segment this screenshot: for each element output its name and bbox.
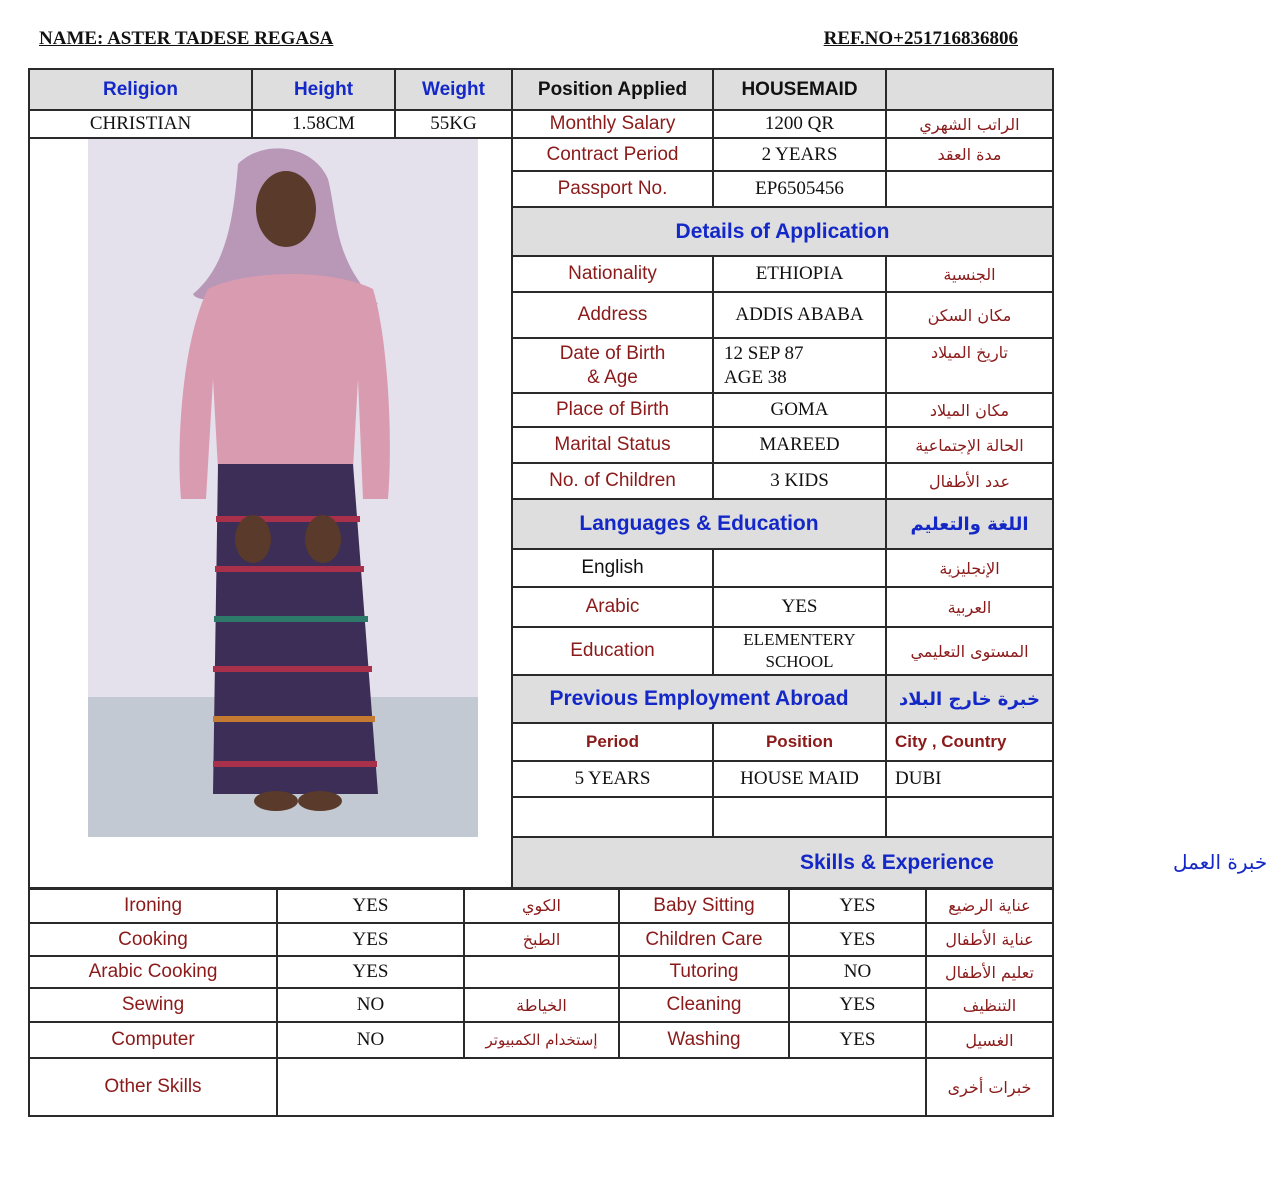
skill-childcare-label: Children Care: [619, 923, 789, 956]
contract-label: Contract Period: [512, 138, 713, 171]
skill-cooking-value: YES: [277, 923, 464, 956]
skill-washing-value: YES: [789, 1022, 926, 1058]
address-value: ADDIS ABABA: [713, 292, 886, 338]
skill-washing-label: Washing: [619, 1022, 789, 1058]
skills-title: Skills & Experience: [800, 851, 994, 874]
weight-value: 55KG: [395, 110, 512, 138]
position-applied-value: HOUSEMAID: [713, 69, 886, 110]
details-title: Details of Application: [512, 207, 1053, 256]
skill-ironing-value: YES: [277, 888, 464, 923]
employment-title-arabic: خبرة خارج البلاد: [886, 675, 1053, 723]
contract-value: 2 YEARS: [713, 138, 886, 171]
religion-label: Religion: [29, 69, 252, 110]
marital-arabic: الحالة الإجتماعية: [886, 427, 1053, 463]
skills-title-row: [512, 837, 1267, 889]
position-applied-label: Position Applied: [512, 69, 713, 110]
skills-table: [28, 887, 1054, 1117]
children-label: No. of Children: [512, 463, 713, 499]
skill-computer-value: NO: [277, 1022, 464, 1058]
employment-period-value: 5 YEARS: [512, 761, 713, 797]
dob-value: 12 SEP 87 AGE 38: [713, 338, 886, 393]
arabic-value: YES: [713, 587, 886, 627]
skill-ironing-arabic: الكوي: [464, 888, 619, 923]
marital-value: MAREED: [713, 427, 886, 463]
nationality-value: ETHIOPIA: [713, 256, 886, 292]
education-label: Education: [512, 627, 713, 675]
employment-title: Previous Employment Abroad: [512, 675, 886, 723]
children-arabic: عدد الأطفال: [886, 463, 1053, 499]
skill-sewing-label: Sewing: [29, 988, 277, 1022]
skill-ironing-label: Ironing: [29, 888, 277, 923]
skill-tutoring-label: Tutoring: [619, 956, 789, 988]
skill-cleaning-arabic: التنظيف: [926, 988, 1053, 1022]
religion-value: CHRISTIAN: [29, 110, 252, 138]
skill-computer-label: Computer: [29, 1022, 277, 1058]
skill-computer-arabic: إستخدام الكمبيوتر: [464, 1022, 619, 1058]
salary-value: 1200 QR: [713, 110, 886, 138]
height-value: 1.58CM: [252, 110, 395, 138]
employment-period-header: Period: [512, 723, 713, 761]
skill-babysitting-value: YES: [789, 888, 926, 923]
candidate-figure: [88, 139, 478, 837]
employment-city-blank: [886, 797, 1053, 837]
english-arabic: الإنجليزية: [886, 549, 1053, 587]
skill-cooking-arabic: الطبخ: [464, 923, 619, 956]
skill-childcare-arabic: عناية الأطفال: [926, 923, 1053, 956]
salary-label: Monthly Salary: [512, 110, 713, 138]
employment-period-blank: [512, 797, 713, 837]
salary-arabic: الراتب الشهري: [886, 110, 1053, 138]
languages-title: Languages & Education: [512, 499, 886, 549]
birthplace-value: GOMA: [713, 393, 886, 427]
skill-tutoring-arabic: تعليم الأطفال: [926, 956, 1053, 988]
marital-label: Marital Status: [512, 427, 713, 463]
dob-arabic: تاريخ الميلاد: [886, 338, 1053, 393]
employment-city-value: DUBI: [886, 761, 1053, 797]
passport-blank: [886, 171, 1053, 207]
employment-position-value: HOUSE MAID: [713, 761, 886, 797]
skill-babysitting-arabic: عناية الرضيع: [926, 888, 1053, 923]
skill-sewing-value: NO: [277, 988, 464, 1022]
birthplace-label: Place of Birth: [512, 393, 713, 427]
other-skills-label: Other Skills: [29, 1058, 277, 1116]
reference-number: REF.NO+251716836806: [823, 28, 1018, 49]
skill-cleaning-label: Cleaning: [619, 988, 789, 1022]
other-skills-value: [277, 1058, 926, 1116]
passport-value: EP6505456: [713, 171, 886, 207]
candidate-photo: [88, 139, 478, 837]
skills-title-arabic: خبرة العمل: [1173, 850, 1267, 874]
skill-arabiccooking-value: YES: [277, 956, 464, 988]
weight-label: Weight: [395, 69, 512, 110]
skill-childcare-value: YES: [789, 923, 926, 956]
skill-arabiccooking-arabic: [464, 956, 619, 988]
candidate-name: NAME: ASTER TADESE REGASA: [39, 28, 334, 49]
position-blank: [886, 69, 1053, 110]
address-label: Address: [512, 292, 713, 338]
languages-title-arabic: اللغة والتعليم: [886, 499, 1053, 549]
dob-label: Date of Birth & Age: [512, 338, 713, 393]
employment-position-blank: [713, 797, 886, 837]
english-label: English: [512, 549, 713, 587]
skill-arabiccooking-label: Arabic Cooking: [29, 956, 277, 988]
children-value: 3 KIDS: [713, 463, 886, 499]
skill-babysitting-label: Baby Sitting: [619, 888, 789, 923]
arabic-arabic: العربية: [886, 587, 1053, 627]
birthplace-arabic: مكان الميلاد: [886, 393, 1053, 427]
skill-cooking-label: Cooking: [29, 923, 277, 956]
education-value: ELEMENTERY SCHOOL: [713, 627, 886, 675]
skill-cleaning-value: YES: [789, 988, 926, 1022]
contract-arabic: مدة العقد: [886, 138, 1053, 171]
other-skills-arabic: خبرات أخرى: [926, 1058, 1053, 1116]
employment-city-header: City , Country: [886, 723, 1053, 761]
address-arabic: مكان السكن: [886, 292, 1053, 338]
education-arabic: المستوى التعليمي: [886, 627, 1053, 675]
nationality-arabic: الجنسية: [886, 256, 1053, 292]
skill-tutoring-value: NO: [789, 956, 926, 988]
employment-position-header: Position: [713, 723, 886, 761]
passport-label: Passport No.: [512, 171, 713, 207]
english-value: [713, 549, 886, 587]
skill-sewing-arabic: الخياطة: [464, 988, 619, 1022]
skill-washing-arabic: الغسيل: [926, 1022, 1053, 1058]
nationality-label: Nationality: [512, 256, 713, 292]
height-label: Height: [252, 69, 395, 110]
arabic-label: Arabic: [512, 587, 713, 627]
